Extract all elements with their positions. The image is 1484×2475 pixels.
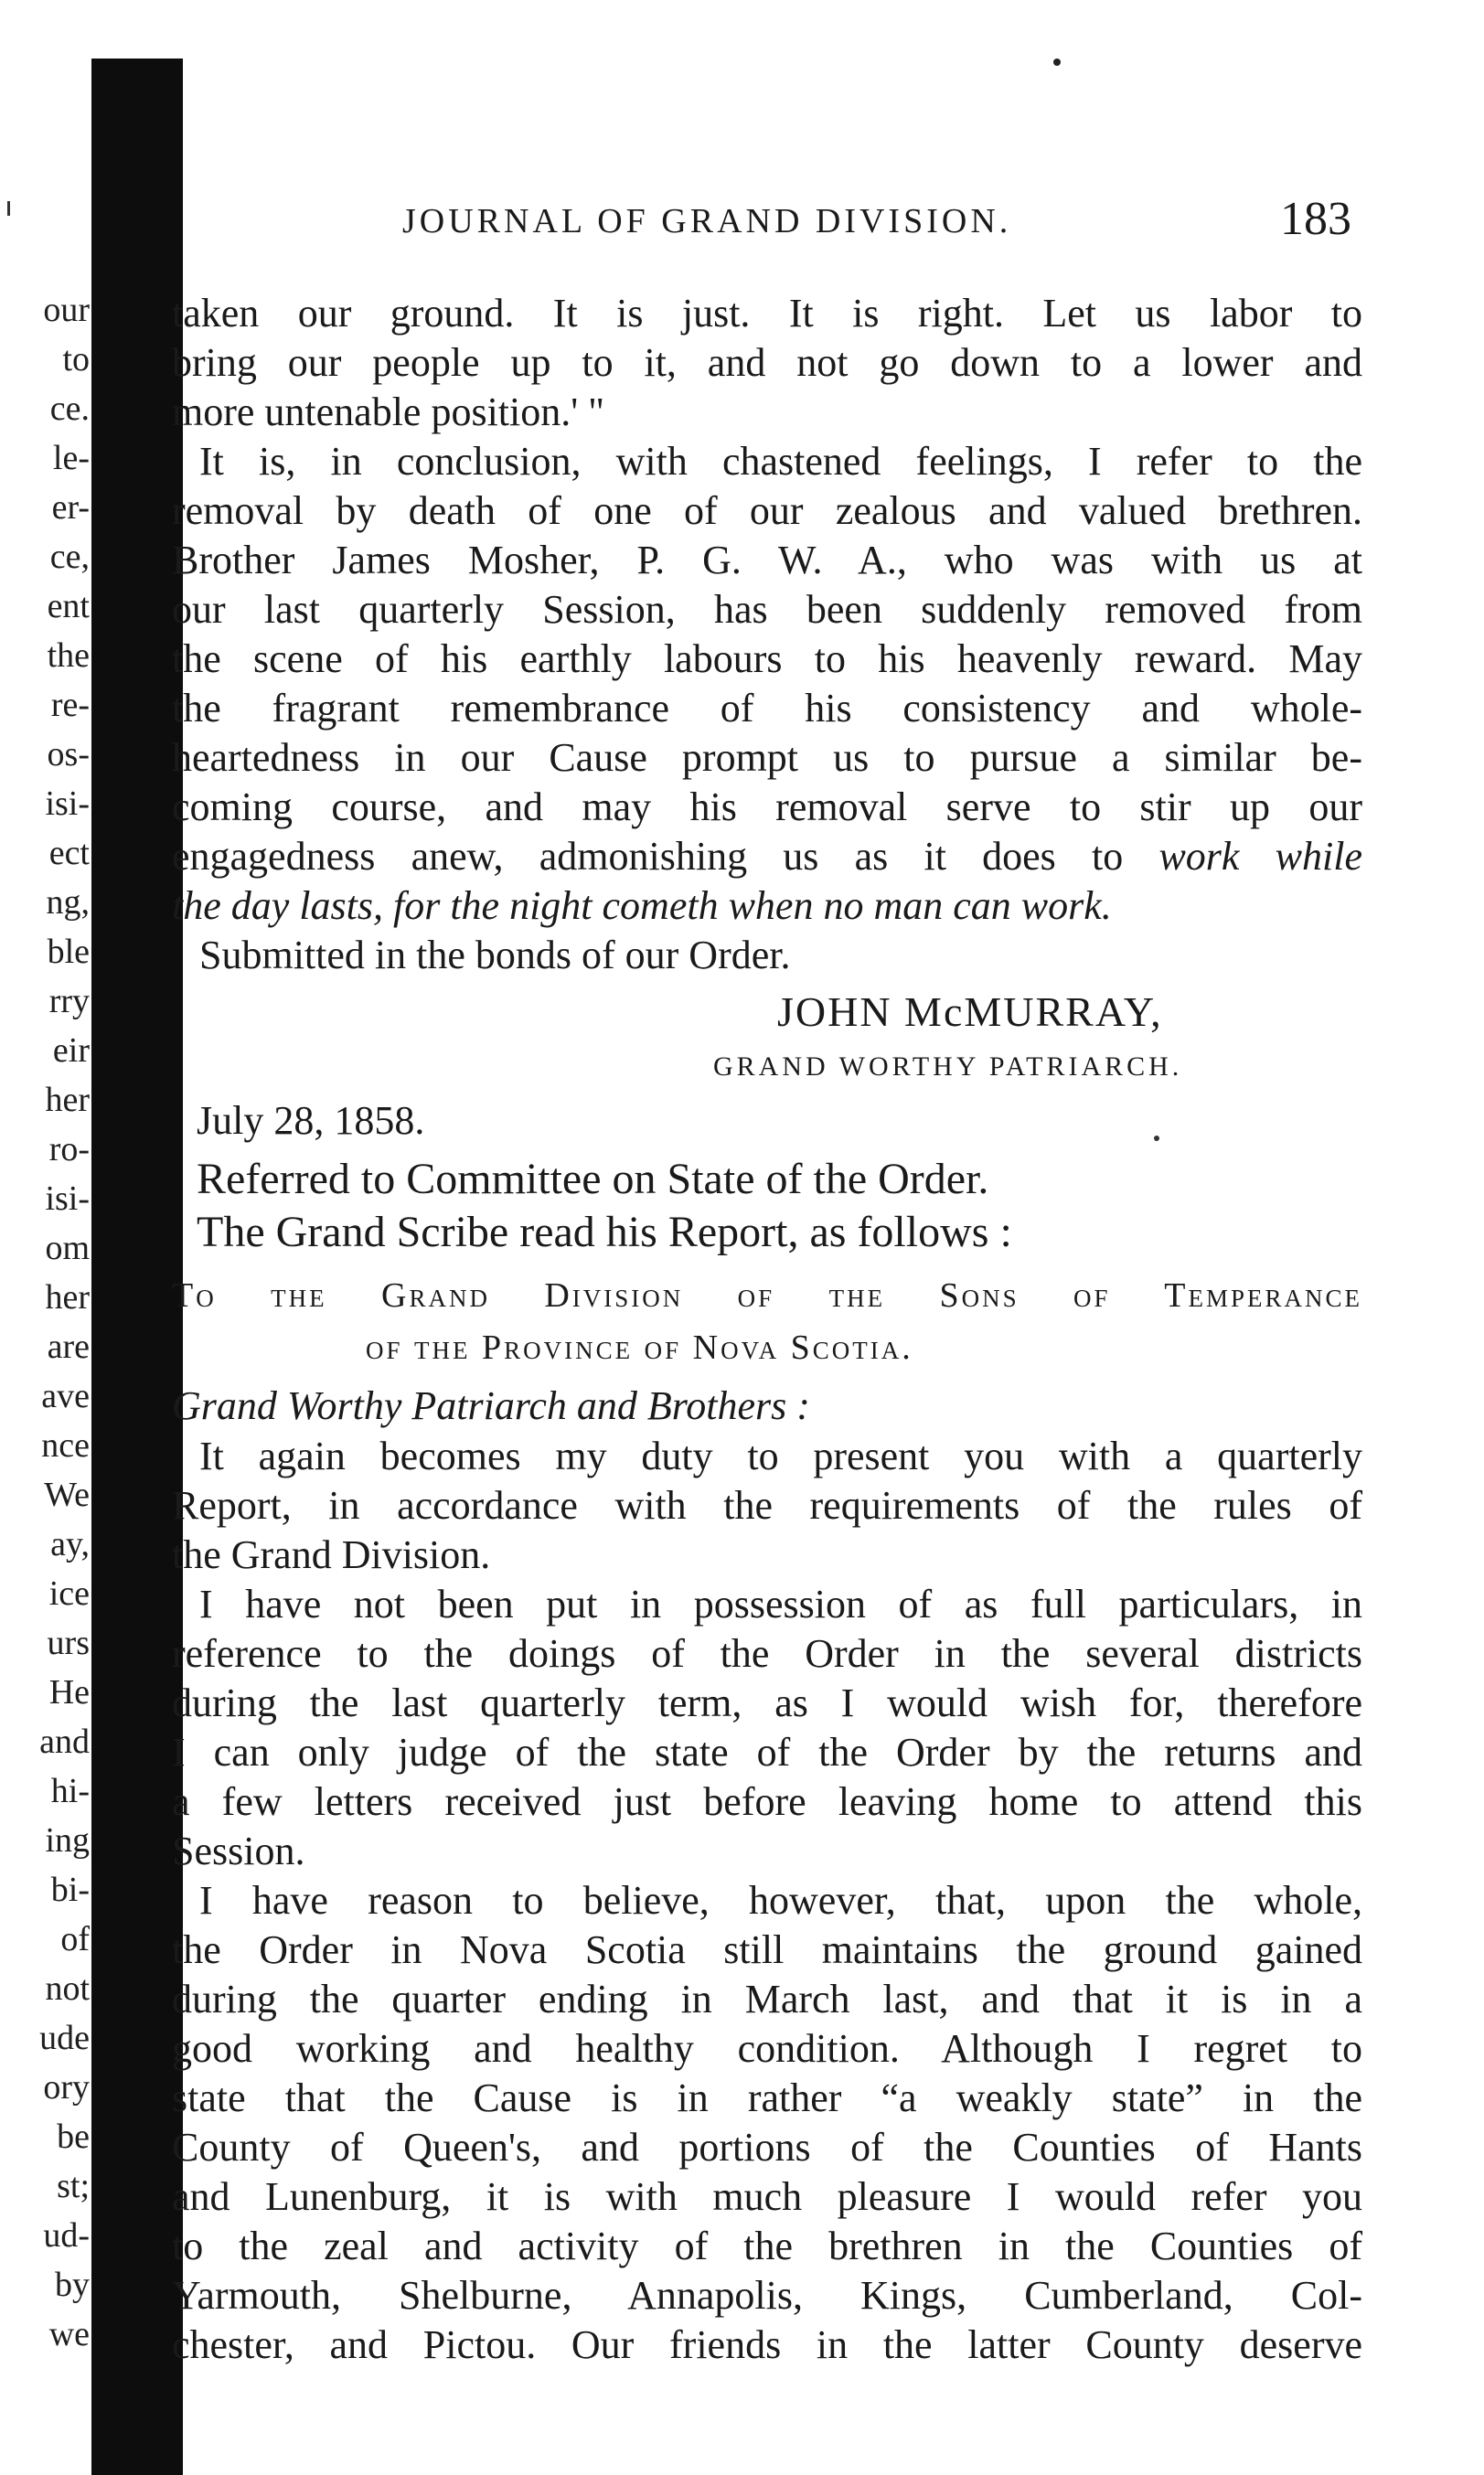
margin-fragment: our (43, 291, 90, 329)
margin-fragment: ud- (43, 2216, 90, 2255)
margin-fragment: bi- (50, 1871, 90, 1909)
text-line: I can only judge of the state of the Order by the returns and (172, 1730, 1362, 1775)
text-line: the Grand Division. (172, 1532, 491, 1577)
margin-fragment: not (45, 1969, 90, 2008)
report-address-line-1 (172, 1275, 1362, 1316)
text-line: a few letters received just before leaving home to attend this (172, 1779, 1362, 1824)
text-line: removal by death of one of our zealous and valued brethren. (172, 488, 1362, 533)
running-head: JOURNAL OF GRAND DIVISION. (402, 202, 1012, 240)
margin-fragment: ory (43, 2068, 90, 2107)
text-line: Session. (172, 1829, 305, 1873)
report-address-line-2 (366, 1328, 913, 1368)
text-line: coming course, and may his removal serve to stir up our (172, 784, 1362, 829)
ink-speck (1053, 59, 1061, 66)
margin-fragment: urs (47, 1624, 90, 1662)
margin-fragment: eir (52, 1031, 90, 1070)
italic-segment: work while (1158, 834, 1362, 879)
report-body-block (172, 1432, 1362, 2370)
margin-fragment: of (60, 1920, 90, 1958)
margin-fragment: ble (47, 933, 90, 971)
margin-fragment: ay, (50, 1525, 90, 1563)
report-address-text: of the Province of Nova Scotia. (366, 1328, 913, 1367)
margin-fragment: os- (47, 735, 90, 773)
margin-fragment: nce (41, 1426, 90, 1465)
margin-fragment: ave (41, 1377, 90, 1415)
text-line: Yarmouth, Shelburne, Annapolis, Kings, Cumberland, Col- (172, 2273, 1362, 2318)
text-line: Submitted in the bonds of our Order. (199, 933, 791, 977)
text-line: bring our people up to it, and not go down to a lower and (172, 340, 1362, 385)
ink-tick (7, 201, 10, 216)
text-line: I have not been put in possession of as full particulars, in (199, 1582, 1362, 1627)
margin-fragment: ng, (46, 883, 90, 922)
margin-fragment: ice (48, 1574, 90, 1613)
margin-fragment: hi- (50, 1772, 90, 1810)
text-line: Brother James Mosher, P. G. W. A., who was with us at (172, 538, 1362, 582)
text-line: chester, and Pictou. Our friends in the latter County deserve (172, 2322, 1362, 2367)
margin-fragment: the (47, 636, 90, 675)
margin-fragment: her (45, 1081, 90, 1119)
text-line: I have reason to believe, however, that, upon the whole, (199, 1878, 1362, 1923)
margin-fragment: He (48, 1673, 90, 1712)
margin-fragment: isi- (45, 1179, 90, 1218)
text-line: reference to the doings of the Order in the several districts (172, 1631, 1362, 1676)
scribe-intro-line: The Grand Scribe read his Report, as follows : (197, 1208, 1012, 1256)
text-segment: engagedness anew, admonishing us as it does to (172, 834, 1159, 879)
text-line: during the quarter ending in March last, and that it is in a (172, 1977, 1362, 2022)
text-line: the Order in Nova Scotia still maintains the ground gained (172, 1927, 1362, 1972)
margin-fragment: ect (48, 834, 90, 872)
margin-fragment: ude (39, 2019, 90, 2057)
margin-fragment: We (44, 1476, 90, 1514)
text-line: good working and healthy condition. Although I regret to (172, 2026, 1362, 2071)
text-line: taken our ground. It is just. It is right. Let us labor to (172, 291, 1362, 336)
margin-fragment: ing (45, 1821, 90, 1860)
margin-fragment: to (62, 340, 90, 379)
ink-speck (1154, 1136, 1159, 1141)
text-line: the fragrant remembrance of his consistency and whole- (172, 686, 1362, 731)
margin-fragment: rry (48, 982, 90, 1020)
text-line: Report, in accordance with the requirements of the rules of (172, 1483, 1362, 1528)
margin-fragment: ent (47, 587, 90, 625)
margin-fragment: her (45, 1278, 90, 1317)
salutation: Grand Worthy Patriarch and Brothers : (172, 1383, 810, 1428)
margin-fragment: are (47, 1328, 90, 1366)
margin-fragment: be (57, 2118, 90, 2156)
signature-title: GRAND WORTHY PATRIARCH. (713, 1051, 1183, 1082)
date-line: July 28, 1858. (197, 1098, 425, 1143)
text-line: and Lunenburg, it is with much pleasure I would refer you (172, 2174, 1362, 2219)
signature-name: JOHN McMURRAY, (777, 988, 1163, 1035)
report-address-text: To the Grand Division of the Sons of Temperance (172, 1276, 1362, 1315)
margin-fragment: ce, (49, 538, 90, 576)
text-line: heartedness in our Cause prompt us to pursue a similar be- (172, 735, 1362, 780)
text-line: our last quarterly Session, has been suddenly removed from (172, 587, 1362, 632)
text-line: during the last quarterly term, as I would wish for, therefore (172, 1680, 1362, 1725)
text-line (172, 832, 1362, 881)
margin-fragment: we (48, 2315, 90, 2353)
binding-gutter-shadow (91, 59, 183, 2475)
margin-fragment: om (45, 1229, 90, 1267)
margin-fragment: ro- (48, 1130, 90, 1168)
text-line: County of Queen's, and portions of the Counties of Hants (172, 2125, 1362, 2170)
margin-fragment: by (55, 2266, 90, 2304)
referral-line: Referred to Committee on State of the Order. (197, 1155, 989, 1203)
body-text-block (172, 289, 1362, 980)
margin-fragment: er- (51, 488, 90, 527)
text-line: more untenable position.' " (172, 389, 605, 434)
margin-fragment: ce. (49, 389, 90, 428)
margin-fragment: re- (50, 686, 90, 724)
margin-fragment: and (39, 1723, 90, 1761)
text-line: the scene of his earthly labours to his heavenly reward. May (172, 636, 1362, 681)
margin-fragment: le- (52, 439, 90, 477)
text-line: to the zeal and activity of the brethren in the Counties of (172, 2224, 1362, 2268)
text-line: the day lasts, for the night cometh when no man can work. (172, 883, 1112, 928)
text-line: state that the Cause is in rather “a weakly state” in the (172, 2075, 1362, 2120)
text-line: It again becomes my duty to present you with a quarterly (199, 1434, 1362, 1478)
text-line: It is, in conclusion, with chastened feelings, I refer to the (199, 439, 1362, 484)
page-number: 183 (1280, 193, 1351, 245)
margin-fragment: st; (57, 2167, 90, 2205)
margin-fragment: isi- (45, 784, 90, 823)
